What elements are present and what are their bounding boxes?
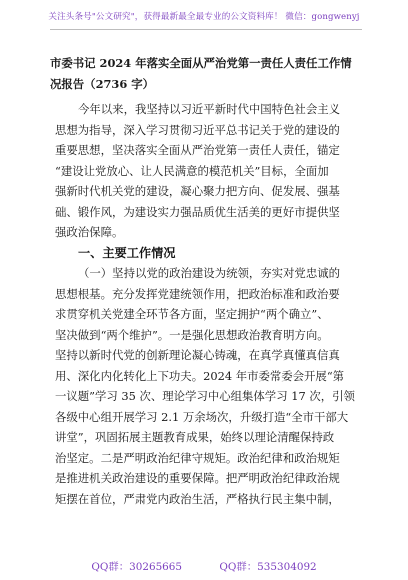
footer-qq-group-1: QQ群：30265665: [91, 561, 183, 573]
body-line: 思想为指导，深入学习贯彻习近平总书记关于党的建设的: [55, 122, 340, 137]
body-line: 是推进机关政治建设的重要保障。把严明政治纪律政治规: [55, 471, 340, 485]
body-line: 坚决做到“两个维护”。一是强化思想政治教育明方向。: [55, 327, 329, 342]
section-heading: 一、主要工作情况: [78, 245, 176, 260]
footer-contact: [0, 558, 408, 573]
title-line: 市委书记 2024 年落实全面从严治党第一责任人责任工作情: [50, 56, 352, 70]
body-line: 坚持以新时代党的创新理论凝心铸魂，在真学真懂真信真: [55, 348, 340, 362]
body-line: 矩摆在首位，严肃党内政治生活，严格执行民主集中制，: [55, 491, 340, 506]
body-line: （一）坚持以党的政治建设为统领，夯实对党忠诚的: [78, 266, 340, 280]
body-line: 思想根基。充分发挥党建统领作用，把政治标准和政治要: [55, 286, 340, 301]
document-title: [50, 53, 358, 94]
header-divider: [50, 29, 362, 30]
body-line: 讲堂”，巩固拓展主题教育成果，始终以理论清醒保持政: [55, 430, 335, 444]
body-line: 求贯穿机关党建全环节各方面，坚定拥护“两个确立”、: [55, 307, 329, 321]
body-line: 础、锻作风，为建设实力强品质优生活美的更好市提供坚: [55, 204, 340, 219]
body-line: 治坚定。二是严明政治纪律守规矩。政治纪律和政治规矩: [55, 450, 340, 465]
body-line: “建设让党放心、让人民满意的模范机关”目标，全面加: [55, 163, 329, 178]
body-line: 用、深化内化转化上下功夫。2024 年市委常委会开展“第: [55, 368, 345, 383]
body-line: 各级中心组开展学习 2.1 万余场次，升级打造“全市干部大: [55, 409, 349, 424]
title-line: 况报告（2736 字）: [50, 76, 155, 91]
body-line: 重要思想，坚决落实全面从严治党第一责任人责任，锚定: [55, 143, 340, 157]
body-line: 强新时代机关党的建设，凝心聚力把方向、促发展、强基: [55, 184, 340, 198]
body-line: 强政治保障。: [55, 225, 124, 239]
footer-qq-group-2: QQ群：535304092: [219, 561, 317, 573]
body-line: 一议题”学习 35 次、理论学习中心组集体学习 17 次，引领: [55, 389, 355, 403]
body-line: 今年以来，我坚持以习近平新时代中国特色社会主义: [78, 102, 340, 116]
header-notice: 关注头条号"公文研究"，获得最新最全最专业的公文资料库！ 微信：gongwenyj: [48, 12, 360, 22]
document-body: [55, 99, 365, 509]
